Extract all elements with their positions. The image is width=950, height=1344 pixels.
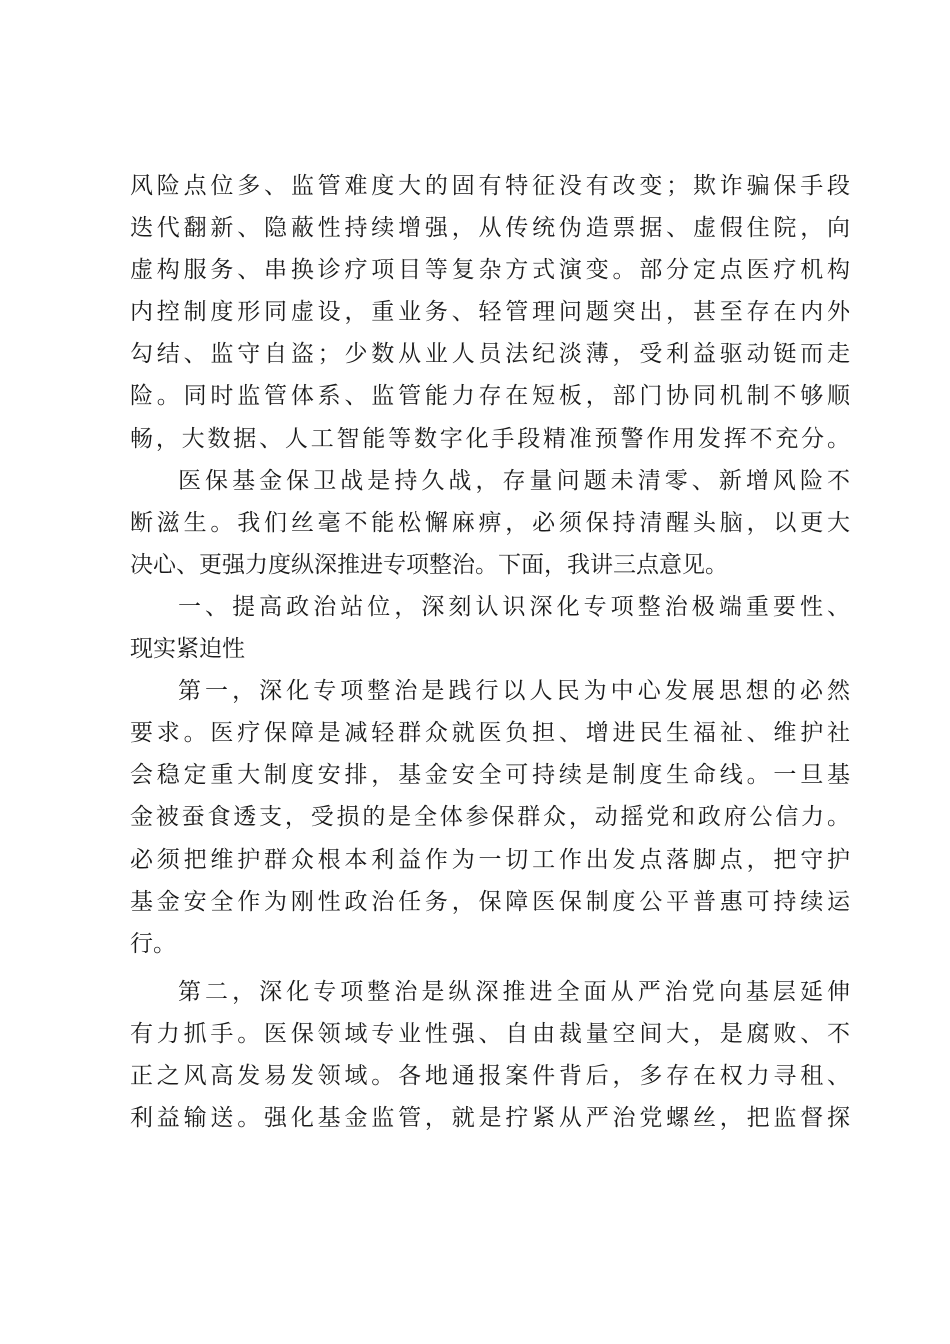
paragraph-first-line: 第二，深化专项整治是纵深推进全面从严治党向基层延伸: [178, 978, 850, 1005]
text-line: 迭代翻新、隐蔽性持续增强，从传统伪造票据、虚假住院，向: [130, 215, 850, 242]
text-line: 要求。医疗保障是减轻群众就医负担、增进民生福祉、维护社: [130, 720, 850, 747]
text-line: 虚构服务、串换诊疗项目等复杂方式演变。部分定点医疗机构: [130, 257, 850, 284]
text-line: 会稳定重大制度安排，基金安全可持续是制度生命线。一旦基: [130, 762, 850, 789]
text-line: 勾结、监守自盗；少数从业人员法纪淡薄，受利益驱动铤而走: [130, 341, 850, 368]
text-line: 决心、更强力度纵深推进专项整治。下面，我讲三点意见。: [130, 551, 728, 578]
section-heading-continued: 现实紧迫性: [130, 636, 245, 663]
paragraph-first-line: 第一，深化专项整治是践行以人民为中心发展思想的必然: [178, 678, 850, 705]
text-line: 正之风高发易发领域。各地通报案件背后，多存在权力寻租、: [130, 1062, 850, 1089]
text-line: 金被蚕食透支，受损的是全体参保群众，动摇党和政府公信力。: [130, 804, 850, 831]
text-line: 基金安全作为刚性政治任务，保障医保制度公平普惠可持续运: [130, 888, 850, 915]
text-line: 畅，大数据、人工智能等数字化手段精准预警作用发挥不充分。: [130, 425, 850, 452]
text-line: 利益输送。强化基金监管，就是拧紧从严治党螺丝，把监督探: [130, 1105, 850, 1132]
text-line: 有力抓手。医保领域专业性强、自由裁量空间大，是腐败、不: [130, 1020, 850, 1047]
text-line: 断滋生。我们丝毫不能松懈麻痹，必须保持清醒头脑，以更大: [130, 509, 850, 536]
document-body: [130, 165, 850, 1139]
text-line: 内控制度形同虚设，重业务、轻管理问题突出，甚至存在内外: [130, 299, 850, 326]
text-line: 风险点位多、监管难度大的固有特征没有改变；欺诈骗保手段: [130, 173, 850, 199]
text-line: 行。: [130, 930, 176, 957]
text-line: 必须把维护群众根本利益作为一切工作出发点落脚点，把守护: [130, 846, 850, 873]
text-line: 险。同时监管体系、监管能力存在短板，部门协同机制不够顺: [130, 383, 850, 410]
section-heading: 一、提高政治站位，深刻认识深化专项整治极端重要性、: [178, 593, 850, 620]
paragraph-first-line: 医保基金保卫战是持久战，存量问题未清零、新增风险不: [178, 467, 850, 494]
